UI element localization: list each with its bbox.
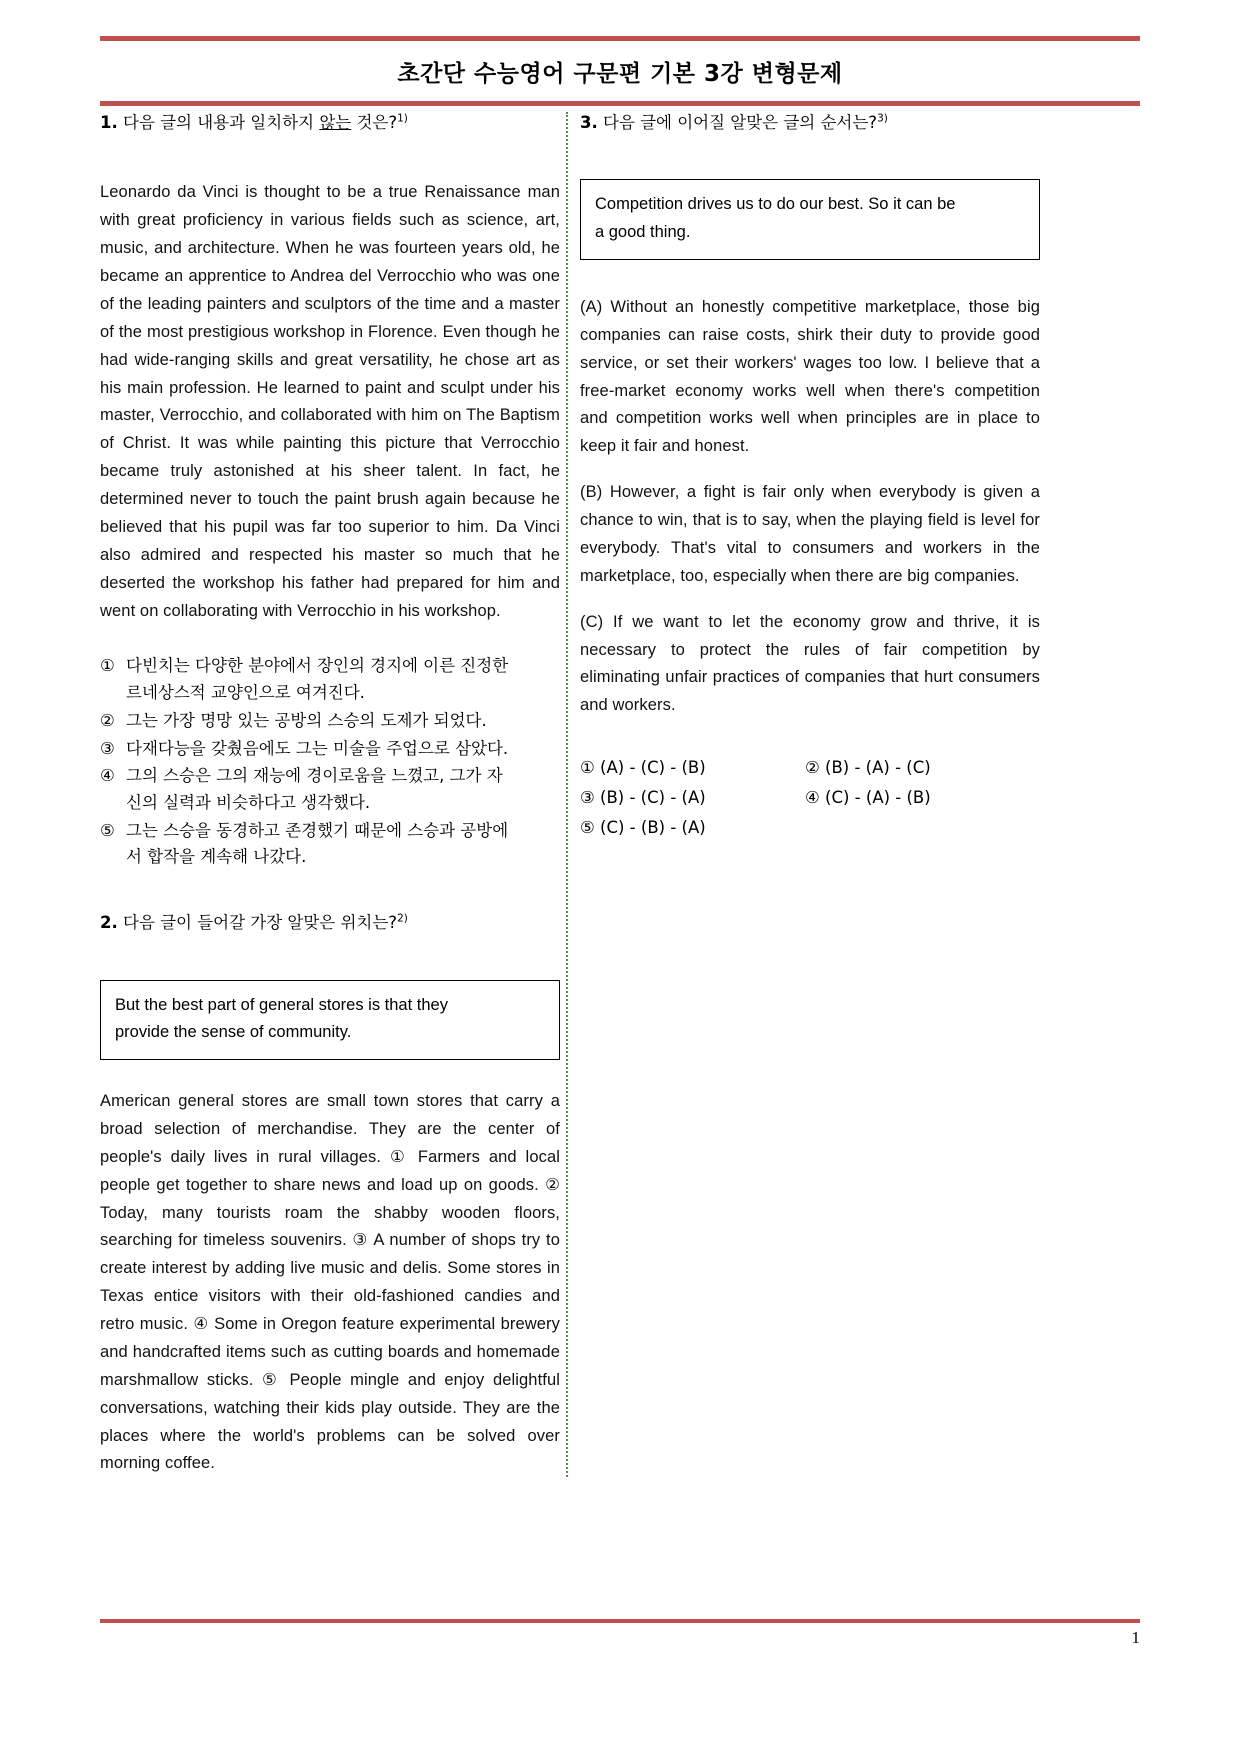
header-rule-bottom <box>100 101 1140 106</box>
left-column <box>100 112 560 1492</box>
choice-marker: ⑤ <box>100 820 115 840</box>
question-3-box-line-1: Competition drives us to do our best. So it can be <box>595 195 956 214</box>
question-3-choice-2[interactable]: ② (B) - (A) - (C) <box>805 758 931 778</box>
question-3-paragraph-b: (B) However, a fight is fair only when everybody is given a chance to win, that is to say, when the playing field is level for everybody. That's vital to consumers and workers in the marketplace, too, especially when there are big companies. <box>580 483 1040 585</box>
choice-marker: ③ <box>100 738 115 758</box>
choice-marker: ① <box>100 656 115 676</box>
question-1-choice-5[interactable] <box>100 818 560 871</box>
question-3-box-line-2: a good thing. <box>595 223 691 242</box>
page-header <box>100 36 1140 106</box>
choice-marker: ② <box>100 710 115 730</box>
choice-label: 그는 가장 명망 있는 공방의 스승의 도제가 되었다. <box>126 710 487 730</box>
question-1-footnote: 1) <box>397 112 408 125</box>
question-3-choice-5[interactable]: ⑤ (C) - (B) - (A) <box>580 817 706 837</box>
question-2-passage <box>100 1088 560 1478</box>
question-1-number: 1. <box>100 113 118 132</box>
choice-label: 다재다능을 갖췄음에도 그는 미술을 주업으로 삼았다. <box>126 738 509 758</box>
question-3-choice-3[interactable]: ③ (B) - (C) - (A) <box>580 787 706 807</box>
question-1-choice-2[interactable] <box>100 708 560 735</box>
question-1-prompt-before: 다음 글의 내용과 일치하지 <box>123 113 320 132</box>
right-column <box>580 112 1040 1492</box>
question-1-choices <box>100 653 560 871</box>
question-1-choice-3[interactable] <box>100 736 560 763</box>
question-2-box-line-2: provide the sense of community. <box>115 1023 352 1042</box>
question-2-passage-text: American general stores are small town stores that carry a broad selection of merchandise. They are the center of people's daily lives in rural villages. ① Farmers and local people get together to share news and load up on goods. ② Today, many tourists roam the shabby wooden floors, searching for timeless souvenirs. ③ A number of shops try to create interest by adding live music and delis. Some stores in Texas entice visitors with their old-fashioned candies and retro music. ④ Some in Oregon feature experimental brewery and handcrafted items such as cutting boards and homemade marshmallow sticks. ⑤ People mingle and enjoy delightful conversations, watching their kids play outside. They are the places where the world's problems can be solved over morning coffee. <box>100 1092 560 1473</box>
question-1-heading <box>100 112 560 133</box>
question-3-paragraph-a: (A) Without an honestly competitive marketplace, those big companies can raise costs, shirk their duty to provide good service, or set their workers' wages too low. I believe that a free-market economy works well when there's competition and competition works well when principles are in place to keep it fair and honest. <box>580 297 1040 456</box>
question-3-choice-1[interactable]: ① (A) - (C) - (B) <box>580 758 706 778</box>
question-1-passage <box>100 179 560 625</box>
choice-label: 다빈치는 다양한 분야에서 장인의 경지에 이른 진정한 르네상스적 교양인으로 여겨진다. <box>126 656 509 703</box>
question-1-prompt-underlined: 않는 <box>319 113 352 132</box>
question-3-lead-box <box>580 179 1040 259</box>
question-1-choice-1[interactable] <box>100 653 560 706</box>
question-2-prompt: 다음 글이 들어갈 가장 알맞은 위치는? <box>123 913 398 933</box>
question-3-choice-4[interactable]: ④ (C) - (A) - (B) <box>805 787 931 807</box>
question-3-number: 3. <box>580 113 598 132</box>
choice-label: 그는 스승을 동경하고 존경했기 때문에 스승과 공방에 서 합작을 계속해 나갔다. <box>126 820 509 867</box>
question-3-heading <box>580 112 1040 133</box>
question-3-choices <box>580 754 1040 841</box>
question-3-paragraphs <box>580 294 1040 720</box>
question-2-heading <box>100 912 560 933</box>
page-title: 초간단 수능영어 구문편 기본 3강 변형문제 <box>397 61 843 87</box>
footer-rule <box>100 1619 1140 1623</box>
choice-label: 그의 스승은 그의 재능에 경이로움을 느꼈고, 그가 자 신의 실력과 비슷하다고 생각했다. <box>126 766 503 813</box>
question-2-footnote: 2) <box>397 912 408 925</box>
question-1-prompt-after: 것은? <box>351 113 398 132</box>
question-2-box-line-1: But the best part of general stores is that they <box>115 995 448 1014</box>
question-3-footnote: 3) <box>877 112 888 125</box>
question-1-choice-4[interactable] <box>100 763 560 816</box>
question-3-paragraph-c: (C) If we want to let the economy grow and thrive, it is necessary to protect the rules of fair competition by eliminating unfair practices of companies that hurt consumers and workers. <box>580 612 1040 715</box>
question-2-insert-box <box>100 980 560 1060</box>
question-3-prompt: 다음 글에 이어질 알맞은 글의 순서는? <box>603 113 878 132</box>
content-columns <box>100 112 1140 1492</box>
question-1-passage-text: Leonardo da Vinci is thought to be a true Renaissance man with great proficiency in various fields such as science, art, music, and architecture. When he was fourteen years old, he became an apprentice to Andrea del Verrocchio who was one of the leading painters and sculptors of the time and a master of the most prestigious workshop in Florence. Even though he had wide-ranging skills and great versatility, he chose art as his main profession. He learned to paint and sculpt under his master, Verrocchio, and collaborated with him on The Baptism of Christ. It was while painting this picture that Verrocchio became truly astonished at his sheer talent. In fact, he determined never to touch the paint brush again because he believed that his pupil was far too superior to him. Da Vinci also admired and respected his master so much that he deserted the workshop his father had prepared for him and went on collaborating with Verrocchio in his workshop. <box>100 183 560 620</box>
question-2-number: 2. <box>100 913 118 933</box>
column-divider <box>566 112 568 1477</box>
choice-marker: ④ <box>100 766 115 786</box>
page-number: 1 <box>1131 1628 1140 1647</box>
